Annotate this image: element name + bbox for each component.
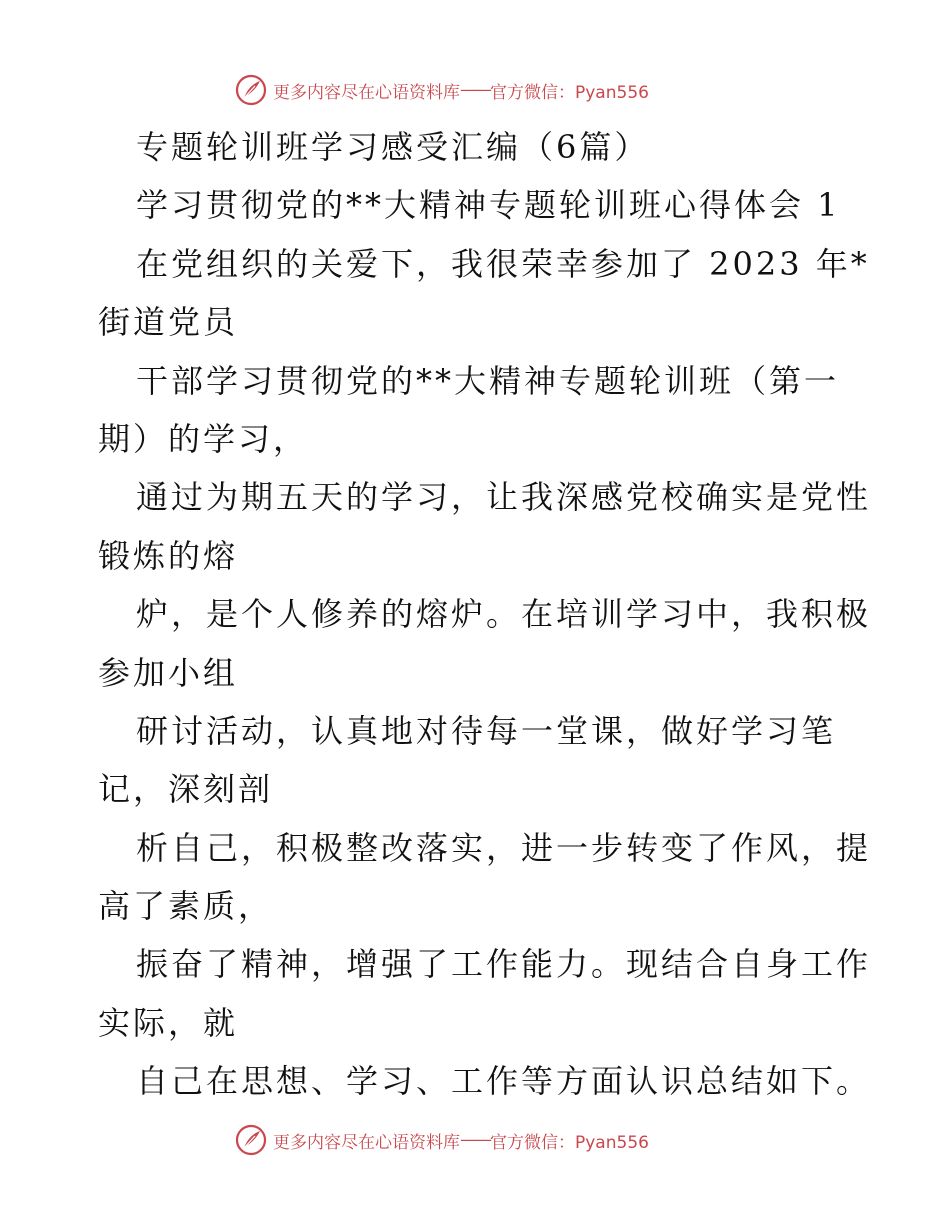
- watermark-site-text: 更多内容尽在心语资料库: [273, 82, 460, 103]
- text-line: 炉，是个人修养的熔炉。在培训学习中，我积极: [136, 595, 872, 634]
- text-line: 析自己，积极整改落实，进一步转变了作风，提: [136, 828, 872, 867]
- watermark-dash: ——: [460, 80, 490, 100]
- text-line: 参加小组: [98, 653, 239, 692]
- text-line: 期）的学习，: [98, 419, 309, 458]
- text-line: 街道党员: [98, 303, 239, 342]
- watermark-contact: 官方微信：Pyan556: [490, 82, 649, 103]
- text-line: 学习贯彻党的**大精神专题轮训班心得体会 1: [136, 186, 841, 225]
- header-watermark: [235, 72, 715, 108]
- document-body: [98, 118, 878, 1111]
- text-line: 通过为期五天的学习，让我深感党校确实是党性: [136, 478, 872, 517]
- feather-pen-logo-icon: [235, 74, 267, 106]
- text-line: 研讨活动，认真地对待每一堂课，做好学习笔: [136, 711, 837, 750]
- text-line: 干部学习贯彻党的**大精神专题轮训班（第一: [136, 361, 840, 400]
- text-line: 记，深刻剖: [98, 770, 274, 809]
- footer-watermark: [235, 1122, 715, 1158]
- document-title: 专题轮训班学习感受汇编（6篇）: [136, 128, 650, 166]
- text-line: 振奋了精神，增强了工作能力。现结合自身工作: [136, 945, 872, 984]
- text-line: 在党组织的关爱下，我很荣幸参加了 2023 年*: [136, 244, 870, 283]
- feather-pen-logo-icon: [235, 1124, 267, 1156]
- text-line: 锻炼的熔: [98, 536, 239, 575]
- text-line: 自己在思想、学习、工作等方面认识总结如下。: [136, 1062, 872, 1101]
- watermark-contact: 官方微信：Pyan556: [490, 1132, 649, 1153]
- text-line: 实际，就: [98, 1003, 239, 1042]
- watermark-dash: ——: [460, 1130, 490, 1150]
- watermark-site-text: 更多内容尽在心语资料库: [273, 1132, 460, 1153]
- text-line: 高了素质，: [98, 887, 274, 926]
